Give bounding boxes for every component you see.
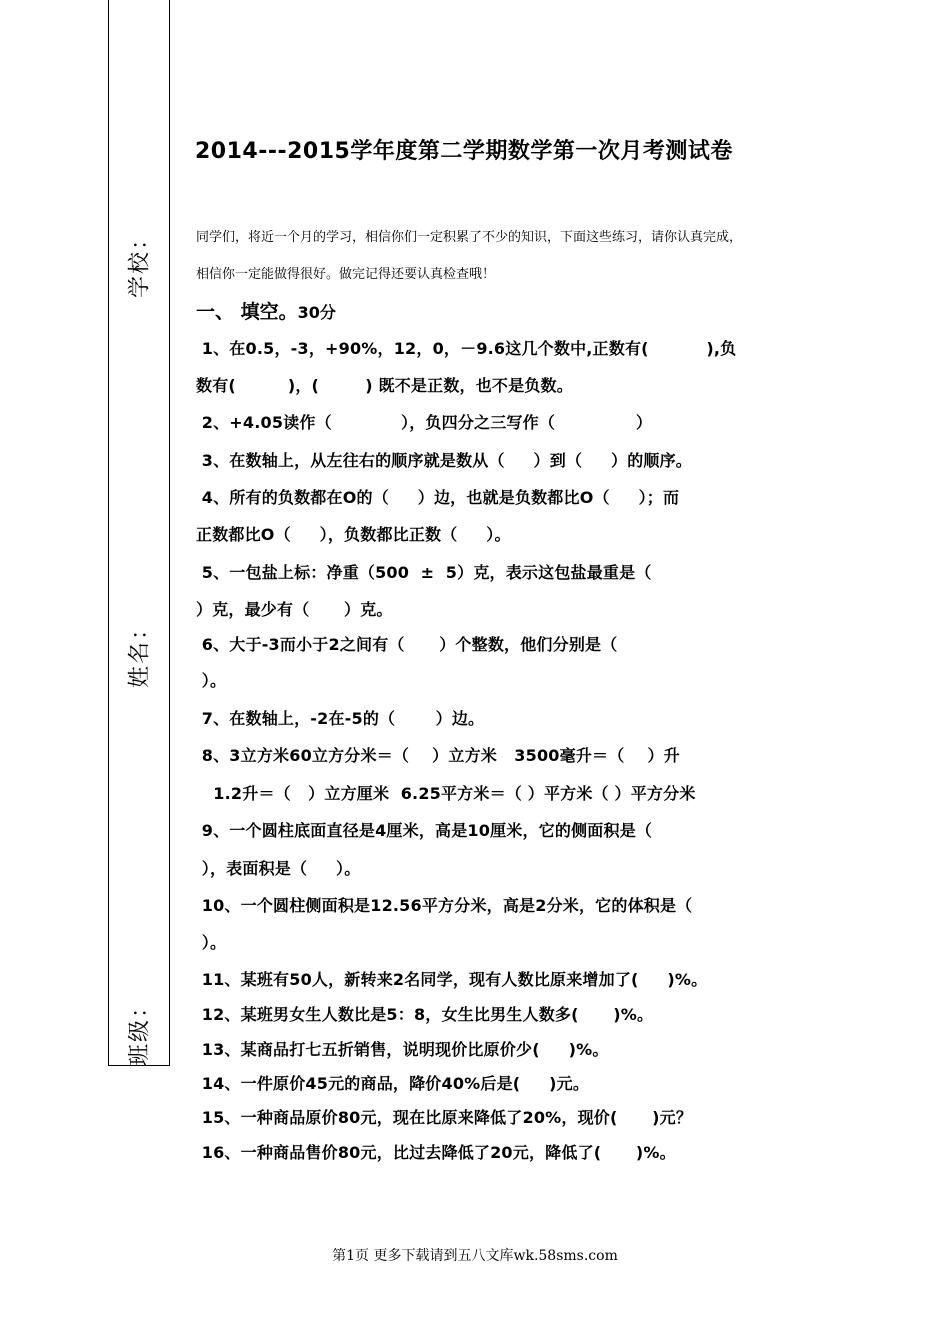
section-heading: [196, 297, 336, 324]
question-line: 9、一个圆柱底面直径是4厘米，高是10厘米，它的侧面积是（: [196, 821, 653, 840]
page-footer: 第1页 更多下载请到五八文库wk.58sms.com: [332, 1248, 618, 1264]
question-line: ）。: [196, 671, 227, 690]
section-points: 30分: [297, 303, 336, 322]
name-label: 姓名：: [127, 615, 153, 689]
question-line: 1.2升＝（ ）立方厘米 6.25平方米＝（ ）平方米（ ）平方分米: [196, 784, 696, 803]
question-line: 5、一包盐上标：净重（500 ± 5）克，表示这包盐最重是（: [196, 563, 652, 582]
question-line: 2、+4.05读作（ ），负四分之三写作（ ）: [196, 413, 653, 432]
binding-margin-box: [108, 0, 170, 1066]
intro-line-1: 同学们，将近一个月的学习，相信你们一定积累了不少的知识，下面这些练习，请你认真完成，: [196, 230, 743, 245]
school-label: 学校：: [127, 225, 153, 299]
question-line: 14、一件原价45元的商品，降价40%后是( )元。: [196, 1074, 590, 1093]
question-line: 10、一个圆柱侧面积是12.56平方分米，高是2分米，它的体积是（: [196, 896, 693, 915]
question-line: 16、一种商品售价80元，比过去降低了20元，降低了( )%。: [196, 1143, 676, 1162]
question-line: 数有( )，( ) 既不是正数，也不是负数。: [196, 376, 573, 395]
class-label: 班级：: [127, 993, 153, 1067]
question-line: 12、某班男女生人数比是5：8，女生比男生人数多( )%。: [196, 1005, 654, 1024]
intro-line-2: 相信你一定能做得很好。做完记得还要认真检查哦！: [196, 267, 496, 282]
question-line: 3、在数轴上，从左往右的顺序就是数从（ ）到（ ）的顺序。: [196, 451, 693, 470]
question-line: ）。: [196, 933, 227, 952]
question-line: ），表面积是（ ）。: [196, 859, 361, 878]
question-line: 4、所有的负数都在O的（ ）边，也就是负数都比O（ ）；而: [196, 488, 680, 507]
section-label: 一、 填空。: [196, 301, 298, 323]
question-line: 8、3立方米60立方分米＝（ ）立方米 3500毫升＝（ ）升: [196, 746, 680, 765]
question-line: 7、在数轴上，-2在-5的（ ）边。: [196, 709, 485, 728]
question-line: 13、某商品打七五折销售，说明现价比原价少( )%。: [196, 1040, 609, 1059]
question-line: 11、某班有50人，新转来2名同学，现有人数比原来增加了( )%。: [196, 970, 708, 989]
question-line: 15、一种商品原价80元，现在比原来降低了20%，现价( )元？: [196, 1108, 693, 1127]
question-line: 1、在0.5，-3，+90%，12，0，－9.6这几个数中,正数有( ),负: [196, 339, 737, 358]
question-line: 正数都比O（ ），负数都比正数（ ）。: [196, 525, 511, 544]
question-line: ）克，最少有（ ）克。: [196, 600, 393, 619]
question-line: 6、大于-3而小于2之间有（ ）个整数，他们分别是（: [196, 635, 618, 654]
exam-title: 2014---2015学年度第二学期数学第一次月考测试卷: [195, 139, 733, 164]
